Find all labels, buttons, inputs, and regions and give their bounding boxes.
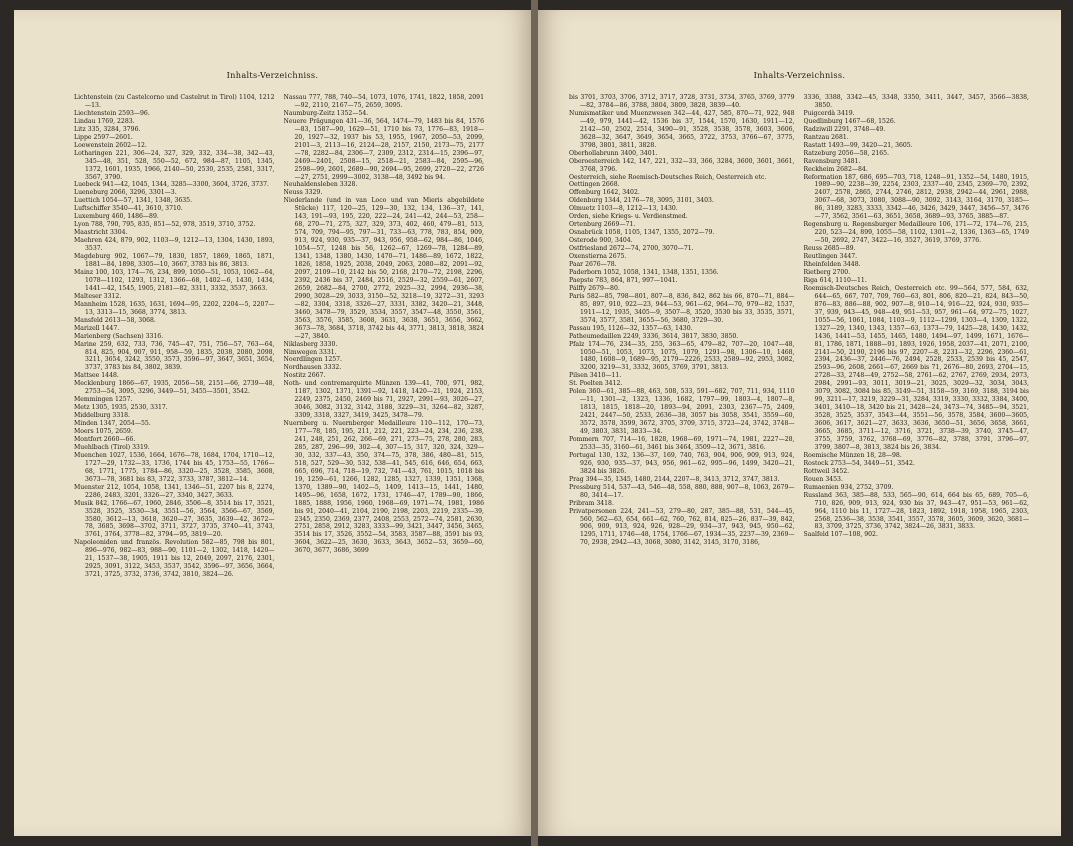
index-entry: Neuere Prägungen 431—36, 564, 1474—79, 1483 bis 84, 1576—83, 1587—90, 1629—51, 1710 bis 73, 1776—83, 1918—20, 1927—32, 1937 bis 53, 1955, 1967, 2050—53, 2099, 2101—3, 2113—16, 2124—28, 2157, 2150, 2173—75, 2177—78, 2282—84, 2306—7, 2309, 2312, 2314—15, 2396—97, 2469—2401, 2508—15, 2518—21, 2583—84, 2595—96, 2598—99, 2601, 2689—90, 2694—95, 2699, 2720—22, 2726—27, 2751, 2999—3002, 3138—48, 3492 bis 94. bbox=[283, 117, 484, 181]
index-entry: Montfort 2660—66. bbox=[74, 435, 136, 443]
index-entry: Rantzau 2681. bbox=[803, 133, 849, 141]
index-entry: Malteser 3312. bbox=[74, 292, 122, 300]
index-entry: Privatpersonen 224, 241—53, 279—80, 287, 385—88, 531, 544—45, 560, 562—63, 654, 661—62, 760, 762, 814, 825—26, 837—39, 842, 906, 909, 913, 924, 926, 928—29, 934—37, 943, 945, 950—62, 1295, 1711, 1746—48, 1754, 1766—67, 1934—35, 2237—39, 2369—70, 2938, 2942—43, 3068, 3080, 3142, 3145, 3170, 3186, bbox=[569, 507, 795, 547]
index-entry: Offenburg 1642, 3402. bbox=[569, 189, 640, 197]
index-entry: Numismatiker und Muenzwesen 342—44, 427, 585, 870—71, 922, 948—49, 979, 1441—42, 1536 bis 37, 1544, 1570, 1630, 1911—12, 2142—50, 2502, 2514, 3490—91, 3528, 3538, 3578, 3603, 3606, 3628—32, 3647, 3649, 3654, 3665, 3722, 3753, 3766—67, 3775, 3798, 3801, 3811, 3828. bbox=[569, 109, 795, 149]
index-entry: Nassau 777, 788, 740—54, 1073, 1076, 1741, 1822, 1858, 2091—92, 2110, 2167—75, 2659, 3095. bbox=[283, 94, 484, 109]
index-entry: Noerdlingen 1257. bbox=[283, 356, 343, 364]
index-entry: Nordhausen 3332. bbox=[283, 364, 342, 372]
index-entry: Rostock 2753—54, 3449—51, 3542. bbox=[803, 459, 915, 467]
index-entry: Paris 582—85, 798—801, 807—8, 836, 842, 862 bis 66, 870—71, 884—85, 897, 910, 922—23, 944—53, 961—62, 964—70, 979—82, 1537, 1911—12, 1935, 3405—9, 3507—8, 3520, 3530 bis 33, 3535, 3571, 3574, 3577, 3581, 3655—56, 3680, 3729—30. bbox=[569, 292, 795, 324]
index-entry: Minden 1347, 2054—55. bbox=[74, 420, 151, 428]
index-entry: Paderborn 1052, 1058, 1341, 1348, 1351, 1356. bbox=[569, 268, 719, 276]
left-page bbox=[14, 10, 531, 836]
index-entry: Neuhaldensleben 3328. bbox=[283, 181, 358, 189]
right-page bbox=[538, 10, 1061, 836]
index-entry: Lippe 2597—2601. bbox=[74, 133, 133, 141]
index-entry: Pilsen 3410—11. bbox=[569, 372, 622, 380]
index-entry: Pribram 3418. bbox=[569, 499, 614, 507]
index-entry: Patheumedaillen 2249, 3336, 3614, 3817, 3830, 3850. bbox=[569, 332, 739, 340]
index-entry: Oesterreich, siehe Roemisch-Deutsches Reich, Oesterreich etc. bbox=[569, 173, 767, 181]
index-entry: Lotharingen 221, 306—24, 327, 329, 332, 334—38, 342—43, 345—48, 351, 528, 550—52, 672, 984—87, 1105, 1345, 1372, 1601, 1935, 1966, 2140—50, 2530, 2535, 2581, 3317, 3567, 3790. bbox=[74, 149, 275, 181]
index-entry: Marizell 1447. bbox=[74, 324, 120, 332]
index-entry: Ravensburg 3481. bbox=[803, 157, 861, 165]
index-entry: 3336, 3388, 3342—45, 3348, 3350, 3411, 3447, 3457, 3566—3838, 3850. bbox=[803, 94, 1029, 109]
left-columns bbox=[74, 94, 484, 579]
index-entry: Naumburg-Zeitz 1352—54. bbox=[283, 109, 369, 117]
index-entry: Reformation 187, 686, 695—703, 718, 1248—91, 1352—54, 1480, 1915, 1989—90, 2238—39, 2254, 2303, 2337—40, 2345, 2369—70, 2392, 2407, 2578, 2865, 2744, 2746, 2812, 2938, 2942—44, 2961, 2988, 3067—68, 3073, 3080, 3088—90, 3092, 3143, 3164, 3170, 3185—86, 3189, 3283, 3333, 3342—46, 3426, 3429, 3447, 3456—57, 3476—77, 3562, 3561—63, 3651, 3658, 3689—93, 3765, 3885—87. bbox=[803, 173, 1029, 221]
index-entry: Ortenburg 2669—71. bbox=[569, 221, 636, 229]
index-entry: Roemisch-Deutsches Reich, Oesterreich etc. 99—564, 577, 584, 632, 644—65, 667, 707, 709, 760—63, 801, 806, 820—21, 824, 843—50, 876—83, 886—88, 902, 907—8, 910—14, 916—22, 924, 930, 935—37, 939, 943—45, 948—49, 951—53, 957, 961—64, 972—75, 1027, 1055—56, 1061, 1084, 1103—9, 1112—1299, 1303—4, 1309, 1322, 1327—29, 1340, 1343, 1357—63, 1373—79, 1425—28, 1430, 1432, 1436, 1441—53, 1455, 1465, 1480, 1494—97, 1499, 1671, 1676—81, 1786, 1871, 1888—91, 1893, 1926, 1958, 2037—41, 2071, 2100, 2141—50, 2190, 2196 bis 97, 2207—8, 2231—32, 2296, 2360—61, 2394, 2436—37, 2446—76, 2494, 2528, 2533, 2539 bis 45, 2547, 2593—96, 2608, 2661—67, 2669 bis 71, 2676—80, 2693, 2704—15, 2728—33, 2748—49, 2752—58, 2761—62, 2767, 2769, 2934, 2973, 2984, 2991—93, 3011, 3019—21, 3025, 3029—32, 3034, 3043, 3079, 3082, 3084 bis 85, 3149—51, 3158—59, 3169, 3188, 3194 bis 99, 3211—17, 3219, 3229—31, 3284, 3319, 3330, 3332, 3384, 3400, 3401, 3410—18, 3420 bis 21, 3428—24, 3473—74, 3485—94, 3521, 3528, 3525, 3537, 3543—44, 3551—56, 3578, 3584, 3600—3605, 3606, 3617, 3621—27, 3633, 3636, 3650—51, 3656, 3658, 3661, 3665, 3685, 3711—12, 3716, 3721, 3738—39, 3740, 3745—47, 3755, 3759, 3762, 3768—69, 3776—82, 3788, 3791, 3796—97, 3799, 3807—8, 3813, 3824 bis 26, 3834. bbox=[803, 284, 1029, 451]
index-entry: Riga 614, 1110—11. bbox=[803, 276, 867, 284]
index-entry: Reutlingen 3447. bbox=[803, 253, 858, 261]
index-entry: Portugal 130, 132, 136—37, 169, 740, 763, 904, 906, 909, 913, 924, 926, 930, 935—37, 943, 956, 961—62, 995—96, 1499, 3420—21, 3824 bis 3826. bbox=[569, 451, 795, 475]
index-entry: Noth- und contremarquirte Münzen 139—41, 700, 971, 982, 1187, 1302, 1371, 1391—92, 1418, 1420—21, 1924, 2153, 2249, 2375, 2450, 2469 bis 71, 2927, 2991—93, 3026—27, 3046, 3082, 3132, 3142, 3188, 3229—31, 3264—82, 3287, 3309, 3318, 3327, 3419, 3425, 3478—79. bbox=[283, 380, 484, 420]
index-entry: Polen 360—61, 385—88, 463, 508, 533, 591—682, 707, 711, 934, 1110—11, 1301—2, 1323, 1336, 1682, 1797—99, 1803—4, 1807—8, 1813, 1815, 1818—20, 1893—94, 2091, 2303, 2367—75, 2409, 2421, 2447—50, 2533, 2636—38, 3057 bis 3058, 3541, 3559—60, 3572, 3578, 3599, 3672, 3705, 3709, 3715, 3723—24, 3742, 3748—49, 3803, 3831, 3833—34. bbox=[569, 388, 795, 436]
index-entry: Saalfeld 107—108, 902. bbox=[803, 531, 878, 539]
index-entry: Rastatt 1493—99, 3420—21, 3605. bbox=[803, 141, 913, 149]
index-entry: Oberhollabrunn 3400, 3401. bbox=[569, 149, 658, 157]
index-entry: Rumaenien 934, 2752, 3709. bbox=[803, 483, 894, 491]
index-entry: Pálffy 2679—80. bbox=[569, 284, 620, 292]
index-entry: Muenster 212, 1054, 1058, 1341, 1346—51, 2207 bis 8, 2274, 2286, 2483, 3201, 3326—27, 3340, 3427, 3633. bbox=[74, 483, 275, 499]
index-column bbox=[569, 94, 795, 547]
index-entry: Maehren 424, 879, 902, 1103—9, 1212—13, 1304, 1430, 1893, 3537. bbox=[74, 237, 275, 253]
index-entry: Luebeck 941—42, 1045, 1344, 3285—3300, 3604, 3726, 3737. bbox=[74, 181, 269, 189]
index-entry: Rietberg 2700. bbox=[803, 268, 851, 276]
index-entry: Ostfriesland 2672—74, 2700, 3070—71. bbox=[569, 245, 694, 253]
index-entry: Muenchen 1027, 1536, 1664, 1676—78, 1684, 1704, 1710—12, 1727—29, 1732—33, 1736, 1744 bis 45, 1753—55, 1766—68, 1771, 1775, 1784—86, 3320—25, 3528, 3585, 3608, 3673—78, 3681 bis 83, 3722, 3733, 3787, 3812—14. bbox=[74, 451, 275, 483]
index-entry: Quedlinburg 1467—68, 1526. bbox=[803, 117, 896, 125]
index-entry: Mainz 100, 103, 174—76, 234, 899, 1050—51, 1053, 1062—64, 1078—1102, 1293, 1312, 1366—68, 1402—6, 1430, 1434, 1441—42, 1545, 1905, 2181—82, 3311, 3332, 3537, 3663. bbox=[74, 268, 275, 292]
right-columns bbox=[569, 94, 1029, 547]
index-entry: Memmingen 1257. bbox=[74, 396, 133, 404]
index-entry: Prag 394—35, 1345, 1480, 2144, 2207—8, 3413, 3712, 3747, 3813. bbox=[569, 475, 780, 483]
index-entry: Luftschiffer 3540—41, 3610, 3710. bbox=[74, 205, 183, 213]
index-entry: Mansfeld 2613—58, 3068. bbox=[74, 316, 156, 324]
index-entry: Rottweil 3452. bbox=[803, 467, 850, 475]
index-entry: Rouen 3453. bbox=[803, 475, 843, 483]
index-column bbox=[284, 94, 485, 579]
index-entry: Liechtenstein 2593—96. bbox=[74, 109, 150, 117]
index-entry: Nuernberg u. Nuernberger Medailleure 110—112, 170—73, 177—78, 185, 195, 211, 212, 221, 223—24, 234, 236, 238, 241, 248, 251, 262, 266—69, 271, 273—75, 278, 280, 283, 285, 287, 296—99, 302—4, 307—15, 317, 320, 324, 329—30, 332, 337—43, 350, 374—75, 378, 386, 480—81, 515, 518, 527, 529—30, 532, 538—41, 545, 616, 646, 654, 663, 665, 696, 714, 718—19, 732, 741—43, 761, 1015, 1018 bis 19, 1259—61, 1266, 1282, 1285, 1327, 1339, 1351, 1368, 1370, 1389—90, 1402—5, 1409, 1413—15, 1441, 1480, 1495—96, 1658, 1672, 1731, 1746—47, 1789—90, 1866, 1885, 1888, 1956, 1960, 1968—69, 1971—74, 1981, 1986 bis 91, 2040—41, 2104, 2190, 2198, 2203, 2219, 2335—39, 2345, 2350, 2369, 2377, 2408, 2553, 2572—74, 2581, 2630, 2751, 2858, 2912, 3283, 3333—99, 3421, 3447, 3456, 3465, 3514 bis 17, 3526, 3552—54, 3583, 3587—88, 3591 bis 93, 3604, 3622—25, 3630, 3633, 3643, 3652—53, 3659—60, 3670, 3677, 3686, 3699 bbox=[283, 420, 484, 555]
index-column bbox=[804, 94, 1030, 547]
index-entry: Middelburg 3318. bbox=[74, 412, 130, 420]
index-entry: Musik 842, 1766—67, 1960, 2846, 3506—8, 3514 bis 17, 3521, 3528, 3525, 3530—34, 3551—56, 3564, 3566—67, 3569, 3580, 3612—13, 3618, 3620—27, 3635, 3639—42, 3672—78, 3685, 3698—3702, 3711, 3727, 3735, 3740—41, 3743, 3761, 3764, 3778—82, 3794—95, 3819—20. bbox=[74, 499, 275, 539]
index-entry: Roemische Münzen 18, 28—98. bbox=[803, 451, 902, 459]
index-entry: Muehlbach (Tirol) 3319. bbox=[74, 443, 150, 451]
index-entry: Puigcerdà 3419. bbox=[803, 109, 855, 117]
index-entry: Paepste 783, 864, 871, 997—1041. bbox=[569, 276, 678, 284]
index-entry: Nostitz 2667. bbox=[283, 372, 326, 380]
book-gutter bbox=[531, 0, 538, 846]
index-entry: Moers 1075, 2659. bbox=[74, 428, 133, 436]
running-head-left: Inhalts-Verzeichniss. bbox=[226, 70, 319, 80]
index-entry: Napoleoniden und französ. Revolution 582—85, 798 bis 801, 896—976, 982—83, 988—90, 1101—2, 1302, 1418, 1420—21, 1537—38, 1905, 1911 bis 12, 2049, 2097, 2176, 2301, 2925, 3091, 3122, 3453, 3537, 3542, 3596—97, 3656, 3664, 3721, 3725, 3732, 3736, 3742, 3810, 3824—26. bbox=[74, 539, 275, 579]
index-entry: Ratzeburg 2056—58, 2165. bbox=[803, 149, 890, 157]
index-entry: Orden, siehe Kriegs- u. Verdienstmed. bbox=[569, 213, 688, 221]
index-entry: Reckheim 2682—84. bbox=[803, 165, 868, 173]
index-entry: Pressburg 514, 537—43, 546—48, 558, 880, 888, 907—8, 1063, 2679—80, 3414—17. bbox=[569, 483, 795, 499]
index-entry: Lyon 788, 790, 795, 835, 851—52, 978, 3519, 3710, 3752. bbox=[74, 221, 256, 229]
index-entry: Passau 195, 1126—32, 1357—63, 1430. bbox=[569, 324, 693, 332]
index-entry: Maastricht 3304. bbox=[74, 229, 128, 237]
index-entry: Reuss 2685—89. bbox=[803, 245, 856, 253]
index-entry: Regensburg u. Regensburger Medailleure 106, 171—72, 174—76, 215, 220, 523—24, 899, 1055—58, 1102, 1301—2, 1336, 1363—65, 1749—50, 2692, 2747, 3422—16, 3527, 3619, 3769, 3776. bbox=[803, 221, 1029, 245]
index-entry: Lichtenstein (zu Castelcorno und Castelrut in Tirol) 1104, 1212—13. bbox=[74, 94, 275, 109]
index-entry: Marine 259, 632, 733, 736, 745—47, 751, 756—57, 763—64, 814, 825, 904, 907, 911, 958—59, 1835, 2038, 2080, 2098, 3211, 3654, 3242, 3550, 3573, 3596—97, 3647, 3651, 3654, 3737, 3783 bis 84, 3802, 3839. bbox=[74, 340, 275, 372]
index-entry: Oettingen 2668. bbox=[569, 181, 620, 189]
index-entry: Litz 335, 3284, 3796. bbox=[74, 125, 141, 133]
index-entry: Oldenburg 1344, 2176—78, 3095, 3101, 3403. bbox=[569, 197, 714, 205]
index-entry: Mecklenburg 1866—67, 1935, 2056—58, 2151—66, 2739—48, 2753—54, 3095, 3296, 3449—51, 3455—3501, 3542. bbox=[74, 380, 275, 396]
index-entry: Lindau 1769, 2283. bbox=[74, 117, 135, 125]
index-entry: Loewenstein 2602—12. bbox=[74, 141, 147, 149]
index-entry: Paar 2676—78. bbox=[569, 261, 617, 269]
index-entry: Osterode 900, 3404. bbox=[569, 237, 633, 245]
index-entry: Radziwill 2291, 3748—49. bbox=[803, 125, 886, 133]
index-entry: Mattsee 1448. bbox=[74, 372, 119, 380]
index-column bbox=[74, 94, 275, 579]
index-entry: Luxemburg 460, 1486—89. bbox=[74, 213, 159, 221]
index-entry: Olmuetz 1103—8, 1212—13, 1430. bbox=[569, 205, 678, 213]
index-entry: Neuss 3329. bbox=[283, 189, 323, 197]
index-entry: Niederlande (und in van Loco und van Mieris abgebildete Stücke) 117, 120—25, 129—30, 132, 134, 136—37, 141, 143, 191—93, 195, 220, 222—24, 241—42, 244—53, 258—68, 270—71, 275, 327, 329, 373, 402, 460, 479—81, 513, 574, 709, 794—95, 797—31, 733—63, 778, 783, 854, 909, 913, 924, 930, 935—37, 943, 956, 958—62, 984—86, 1046, 1054—57, 1248 bis 56, 1262—67, 1269—78, 1284—89, 1341, 1348, 1380, 1430, 1470—71, 1486—89, 1672, 1822, 1826, 1858, 1925, 2038, 2049, 2063, 2080—82, 2091—92, 2097, 2109—10, 2142 bis 50, 2168, 2170—72, 2198, 2296, 2392, 2436 bis 37, 2484, 2516, 2529—32, 2559—61, 2607, 2659, 2682—84, 2700, 2772, 2925—32, 2994, 2936—38, 2990, 3028—29, 3033, 3150—52, 3218—19, 3272—31, 3293—82, 3304, 3318, 3326—27, 3331, 3382, 3420—21, 3448, 3460, 3478—79, 3529, 3534, 3557, 3547—48, 3550, 3561, 3563, 3576, 3585, 3608, 3631, 3638, 3651, 3656, 3662, 3673—78, 3684, 3718, 3742 bis 44, 3771, 3813, 3818, 3824—27, 3840. bbox=[283, 197, 484, 340]
index-entry: Rheinfelden 3448. bbox=[803, 261, 861, 269]
index-entry: Oberoesterreich 142, 147, 221, 332—33, 366, 3284, 3600, 3601, 3661, 3768, 3796. bbox=[569, 157, 795, 173]
index-entry: Luettich 1054—57, 1341, 1348, 3635. bbox=[74, 197, 193, 205]
index-entry: bis 3701, 3703, 3706, 3712, 3717, 3728, 3731, 3734, 3765, 3769, 3779—82, 3784—86, 3788, 3804, 3809, 3828, 3839—40. bbox=[569, 94, 795, 109]
index-entry: Pommern 707, 714—16, 1828, 1968—69, 1971—74, 1981, 2227—28, 2533—35, 3160—61, 3461 bis 3464, 3509—12, 3671, 3816. bbox=[569, 435, 795, 451]
index-entry: St. Poelten 3412. bbox=[569, 380, 623, 388]
index-entry: Lueneburg 2066, 3296, 3301—3. bbox=[74, 189, 177, 197]
index-entry: Pfalz 174—76, 234—35, 255, 363—65, 479—82, 707—20, 1047—48, 1050—51, 1053, 1073, 1075, 1079, 1291—98, 1306—10, 1468, 1480, 1608—9, 1689—95, 2179—2226, 2533, 2589—92, 2953, 3082, 3200, 3219—31, 3332, 3605, 3769, 3791, 3813. bbox=[569, 340, 795, 372]
index-entry: Metz 1305, 1935, 2530, 3317. bbox=[74, 404, 168, 412]
index-entry: Marienberg (Sachsen) 3316. bbox=[74, 332, 164, 340]
running-head-right: Inhalts-Verzeichniss. bbox=[753, 70, 846, 80]
index-entry: Mannheim 1528, 1635, 1631, 1694—95, 2202, 2204—5, 2207—13, 3313—15, 3668, 3774, 3813. bbox=[74, 300, 275, 316]
index-entry: Nimwegen 3331. bbox=[283, 348, 337, 356]
index-entry: Oxenstierna 2675. bbox=[569, 253, 627, 261]
index-entry: Russland 363, 385—88, 533, 565—90, 614, 664 bis 65, 689, 705—6, 710, 826, 909, 913, 924, 930 bis 37, 943—47, 951—53, 961—62, 964, 1110 bis 11, 1727—28, 1823, 1892, 1918, 1958, 1965, 2303, 2568, 2536—38, 3538, 3541, 3557, 3578, 3605, 3609, 3620, 3681—83, 3709, 3725, 3736, 3742, 3824—26, 3831, 3833. bbox=[803, 491, 1029, 531]
index-entry: Magdeburg 902, 1067—79, 1830, 1857, 1869, 1865, 1871, 1881—84, 1898, 3305—10, 3667, 3783 bis 86, 3813. bbox=[74, 253, 275, 269]
index-entry: Niklasberg 3330. bbox=[283, 340, 338, 348]
index-entry: Osnabrück 1058, 1105, 1347, 1355, 2072—79. bbox=[569, 229, 715, 237]
